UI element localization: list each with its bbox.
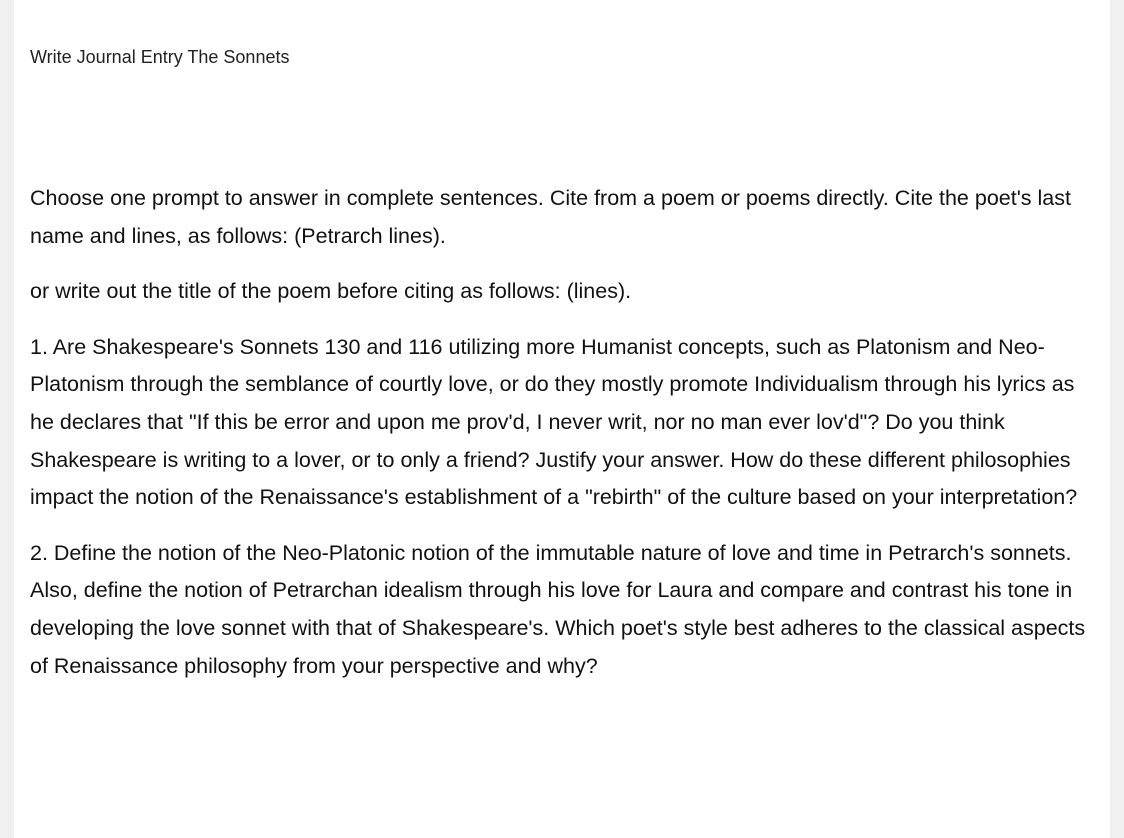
document-body xyxy=(30,180,1098,703)
page-title: Write Journal Entry The Sonnets xyxy=(30,47,290,67)
intro-paragraph: Choose one prompt to answer in complete sentences. Cite from a poem or poems directly. Cite the poet's last name and lines, as follows: (Petrarch lines). xyxy=(30,186,1071,248)
document-page xyxy=(14,0,1110,838)
prompt-1-paragraph: 1. Are Shakespeare's Sonnets 130 and 116 utilizing more Humanist concepts, such as Platonism and Neo-Platonism through the semblance of courtly love, or do they mostly promote Individualism through his lyrics as he declares that "If this be error and upon me prov'd, I never writ, nor no man ever lov'd"? Do you think Shakespeare is writing to a lover, or to only a friend? Justify your answer. How do these different philosophies impact the notion of the Renaissance's establishment of a "rebirth" of the culture based on your interpretation? xyxy=(30,334,1078,510)
alternative-citation-paragraph: or write out the title of the poem before citing as follows: (lines). xyxy=(30,279,632,304)
prompt-2-paragraph: 2. Define the notion of the Neo-Platonic notion of the immutable nature of love and time in Petrarch's sonnets. Also, define the notion of Petrarchan idealism through his love for Laura and compare and contrast his tone in developing the love sonnet with that of Shakespeare's. Which poet's style best adheres to the classical aspects of Renaissance philosophy from your perspective and why? xyxy=(30,540,1086,678)
